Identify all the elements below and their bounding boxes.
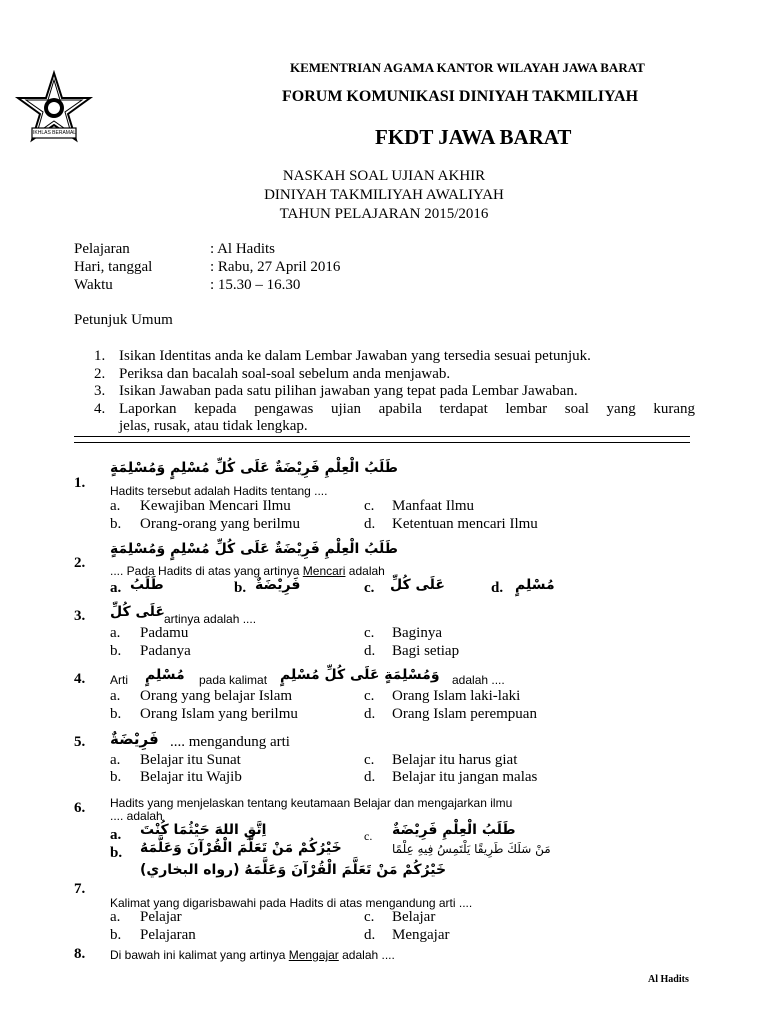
option-letter: c.	[364, 625, 375, 641]
question-number: 4.	[74, 671, 86, 687]
question-number: 8.	[74, 946, 86, 962]
option-text: Belajar itu jangan malas	[392, 769, 538, 785]
option-text: مَنْ سَلَكَ طَرِيقًا يَلْتَمِسُ فِيهِ عِلْمًا	[392, 842, 551, 856]
option-text: Orang Islam yang berilmu	[140, 706, 298, 722]
option-text: Baginya	[392, 625, 442, 641]
question-arabic: طَلَبُ الْعِلْمِ فَرِيْضَةٌ عَلَى كُلِّ مُسْلِمٍ وَمُسْلِمَةٍ	[110, 541, 398, 557]
option-text: Padanya	[140, 643, 191, 659]
option-text: Orang Islam laki-laki	[392, 688, 521, 704]
question-arabic: وَمُسْلِمَةٍ عَلَى كُلِّ مُسْلِمٍ	[280, 667, 440, 683]
instruction-item: Isikan Identitas anda ke dalam Lembar Jawaban yang tersedia sesuai petunjuk.	[119, 348, 591, 364]
question-arabic: طَلَبُ الْعِلْمِ فَرِيْضَةٌ عَلَى كُلِّ مُسْلِمٍ وَمُسْلِمَةٍ	[110, 460, 398, 476]
option-text: عَلَى كُلِّ	[390, 577, 445, 593]
instruction-number: 3.	[94, 383, 106, 399]
option-letter: c.	[364, 909, 375, 925]
question-text: Di bawah ini kalimat yang artinya Mengajar adalah ....	[110, 948, 395, 962]
option-text: Orang yang belajar Islam	[140, 688, 293, 704]
option-letter: c.	[364, 580, 375, 596]
option-letter: b.	[110, 769, 122, 785]
question-text: adalah ....	[452, 673, 505, 687]
option-letter: a.	[110, 498, 121, 514]
instructions-heading: Petunjuk Umum	[74, 312, 173, 328]
option-letter: c.	[364, 752, 375, 768]
question-text: .... mengandung arti	[170, 734, 290, 750]
option-text: Pelajar	[140, 909, 182, 925]
option-letter: d.	[364, 706, 376, 722]
info-label-time: Waktu	[74, 277, 113, 293]
question-text: Arti	[110, 673, 128, 687]
option-text: خَيْرُكُمْ مَنْ تَعَلَّمَ الْقُرْآنَ وَعَلَّمَهُ	[140, 840, 342, 856]
option-letter: b.	[110, 706, 122, 722]
option-text: طَلَبُ	[130, 577, 164, 593]
forum-heading: FORUM KOMUNIKASI DINIYAH TAKMILIYAH	[282, 88, 639, 105]
option-letter: a.	[110, 752, 121, 768]
option-letter: d.	[491, 580, 504, 596]
question-arabic: فَرِيْضَةٌ	[110, 730, 159, 748]
instruction-number: 1.	[94, 348, 106, 364]
question-number: 1.	[74, 475, 86, 491]
option-letter: b.	[110, 845, 123, 861]
option-text: Bagi setiap	[392, 643, 460, 659]
option-letter: b.	[234, 580, 247, 596]
question-text: artinya adalah ....	[164, 612, 257, 626]
option-letter: a.	[110, 688, 121, 704]
info-label-date: Hari, tanggal	[74, 259, 153, 275]
instruction-item-continued: jelas, rusak, atau tidak lengkap.	[119, 418, 308, 434]
option-text: Ketentuan mencari Ilmu	[392, 516, 538, 532]
option-text: Padamu	[140, 625, 189, 641]
question-number: 7.	[74, 881, 86, 897]
instruction-number: 4.	[94, 401, 106, 417]
option-letter: c.	[364, 688, 375, 704]
info-value-time: : 15.30 – 16.30	[210, 277, 301, 293]
instruction-number: 2.	[94, 366, 106, 382]
option-letter: d.	[364, 769, 376, 785]
question-text: pada kalimat	[199, 673, 268, 687]
instruction-item: Laporkan kepada pengawas ujian apabila terdapat lembar soal yang kurang	[119, 401, 695, 417]
option-letter: a.	[110, 827, 122, 843]
question-arabic: عَلَى كُلِّ	[110, 604, 165, 620]
instruction-item: Periksa dan bacalah soal-soal sebelum anda menjawab.	[119, 366, 451, 382]
option-text: Kewajiban Mencari Ilmu	[140, 498, 291, 514]
option-text: Belajar itu harus giat	[392, 752, 518, 768]
question-arabic: مُسْلِمٍ	[145, 667, 185, 683]
question-text: .... Pada Hadits di atas yang artinya Mencari adalah	[110, 564, 385, 578]
question-text: Hadits tersebut adalah Hadits tentang ....	[110, 484, 328, 498]
option-letter: c.	[364, 498, 375, 514]
exam-title-line-2: DINIYAH TAKMILIYAH AWALIYAH	[264, 187, 504, 203]
exam-title-line-3: TAHUN PELAJARAN 2015/2016	[279, 206, 489, 222]
separator-double-line	[74, 436, 690, 443]
kemenag-logo	[10, 70, 98, 158]
ministry-heading: KEMENTRIAN AGAMA KANTOR WILAYAH JAWA BARAT	[290, 60, 645, 75]
option-text: Orang Islam perempuan	[392, 706, 537, 722]
option-letter: c.	[364, 829, 373, 843]
option-text: مُسْلِمٍ	[515, 577, 555, 593]
option-text: Belajar	[392, 909, 436, 925]
option-letter: a.	[110, 580, 122, 596]
option-text: فَرِيْضَةٌ	[255, 577, 301, 593]
option-letter: b.	[110, 643, 122, 659]
info-value-subject: : Al Hadits	[210, 241, 276, 257]
exam-title-line-1: NASKAH SOAL UJIAN AKHIR	[282, 168, 486, 184]
question-arabic: خَيْرُكُمْ مَنْ تَعَلَّمَ الْقُرْآنَ وَعَلَّمَهُ (رواه البخاري)	[140, 862, 447, 878]
option-text: طَلَبُ الْعِلْمِ فَرِيْضَةٌ	[392, 822, 516, 838]
option-letter: d.	[364, 516, 376, 532]
option-letter: d.	[364, 927, 376, 943]
page-footer: Al Hadits	[648, 974, 689, 985]
option-text: Pelajaran	[140, 927, 196, 943]
option-text: Manfaat Ilmu	[392, 498, 475, 514]
question-text: Kalimat yang digarisbawahi pada Hadits di atas mengandung arti ....	[110, 896, 473, 910]
option-letter: a.	[110, 909, 121, 925]
question-number: 2.	[74, 555, 86, 571]
organization-title: FKDT JAWA BARAT	[375, 125, 572, 149]
option-text: Belajar itu Sunat	[140, 752, 241, 768]
question-number: 5.	[74, 734, 86, 750]
question-text-continued: .... adalah	[110, 809, 163, 823]
info-value-date: : Rabu, 27 April 2016	[210, 259, 341, 275]
question-number: 3.	[74, 608, 86, 624]
logo-text: IKHLAS BERAMAL	[33, 130, 77, 136]
info-label-subject: Pelajaran	[74, 241, 130, 257]
option-letter: b.	[110, 927, 122, 943]
option-text: Belajar itu Wajib	[140, 769, 242, 785]
option-text: Orang-orang yang berilmu	[140, 516, 300, 532]
question-text: Hadits yang menjelaskan tentang keutamaan Belajar dan mengajarkan ilmu	[110, 796, 513, 810]
option-letter: a.	[110, 625, 121, 641]
question-number: 6.	[74, 800, 86, 816]
option-text: Mengajar	[392, 927, 450, 943]
option-text: اِتَّقِ اللهَ حَيْثُمَا كُنْتَ	[140, 822, 267, 838]
instruction-item: Isikan Jawaban pada satu pilihan jawaban yang tepat pada Lembar Jawaban.	[119, 383, 578, 399]
option-letter: d.	[364, 643, 376, 659]
option-letter: b.	[110, 516, 122, 532]
